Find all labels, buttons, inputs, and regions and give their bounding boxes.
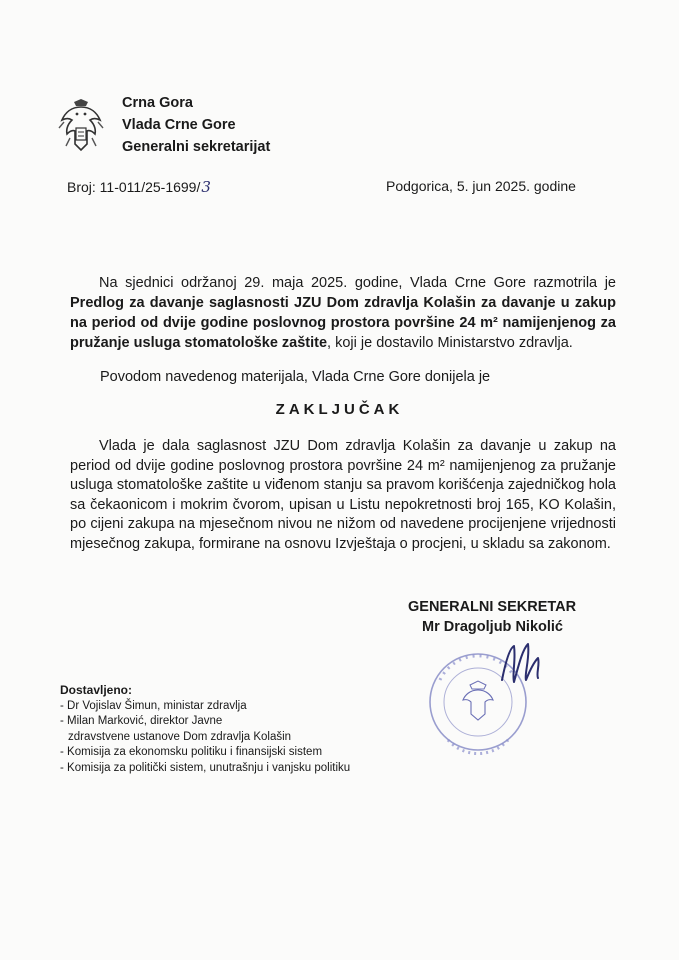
coat-of-arms-icon — [56, 98, 106, 154]
header-government: Vlada Crne Gore — [122, 117, 236, 133]
decision-text: Vlada je dala saglasnost JZU Dom zdravlja Kolašin za davanje u zakup na period od dvije godine poslovnog prostora površine 24 m² namijenjenog za pružanje usluga stomatološke zaštite u viđenom stanju sa pravom korišćenja zajedničkog hola sa čekaonicom i mokrim čvorom, upisan u Listu nepokretnosti broj 165, KO Kolašin, po cijeni zakupa na mjesečnom nivou ne nižom od navedene procijenjene vrijednosti mjesečnog zakupa, formirane na osnovu Izvještaja o procjeni, u skladu sa zakonom. — [70, 438, 616, 552]
reference-number — [67, 178, 211, 196]
adoption-statement: Povodom navedenog materijala, Vlada Crne Gore donijela je — [100, 369, 491, 385]
document-date: Podgorica, 5. jun 2025. godine — [386, 178, 576, 194]
distribution-item: - Milan Marković, direktor Javne — [60, 715, 223, 727]
reference-handwritten-suffix: 3 — [201, 178, 211, 196]
signatory-title: GENERALNI SEKRETAR — [408, 599, 577, 615]
distribution-title: Dostavljeno: — [60, 683, 133, 697]
distribution-list — [60, 683, 350, 776]
intro-proposal-title: Predlog za davanje saglasnosti JZU Dom zdravlja Kolašin za davanje u zakup na period od dvije godine poslovnog prostora površine 24 m² namijenjenog za pružanje usluga stomatološke zaštite — [70, 295, 616, 351]
intro-paragraph — [70, 273, 616, 353]
distribution-item: - Komisija za ekonomsku politiku i finansijski sistem — [60, 746, 323, 758]
official-stamp-and-signature — [410, 640, 570, 760]
signatory-name: Mr Dragoljub Nikolić — [422, 619, 563, 635]
letterhead — [56, 92, 316, 162]
reference-label: Broj: 11-011/25-1699/ — [67, 179, 201, 195]
distribution-item: zdravstvene ustanove Dom zdravlja Kolašin — [68, 730, 292, 743]
distribution-item: - Dr Vojislav Šimun, ministar zdravlja — [60, 699, 247, 712]
distribution-item: - Komisija za politički sistem, unutrašnju i vanjsku politiku — [60, 761, 351, 774]
intro-text-end: , koji je dostavilo Ministarstvo zdravlja. — [327, 335, 573, 351]
conclusion-heading: ZAKLJUČAK — [275, 401, 404, 418]
header-secretariat: Generalni sekretarijat — [122, 139, 271, 155]
intro-text-start: Na sjednici održanoj 29. maja 2025. godine, Vlada Crne Gore razmotrila je — [99, 275, 616, 291]
decision-paragraph — [70, 437, 616, 554]
header-country: Crna Gora — [122, 95, 193, 111]
